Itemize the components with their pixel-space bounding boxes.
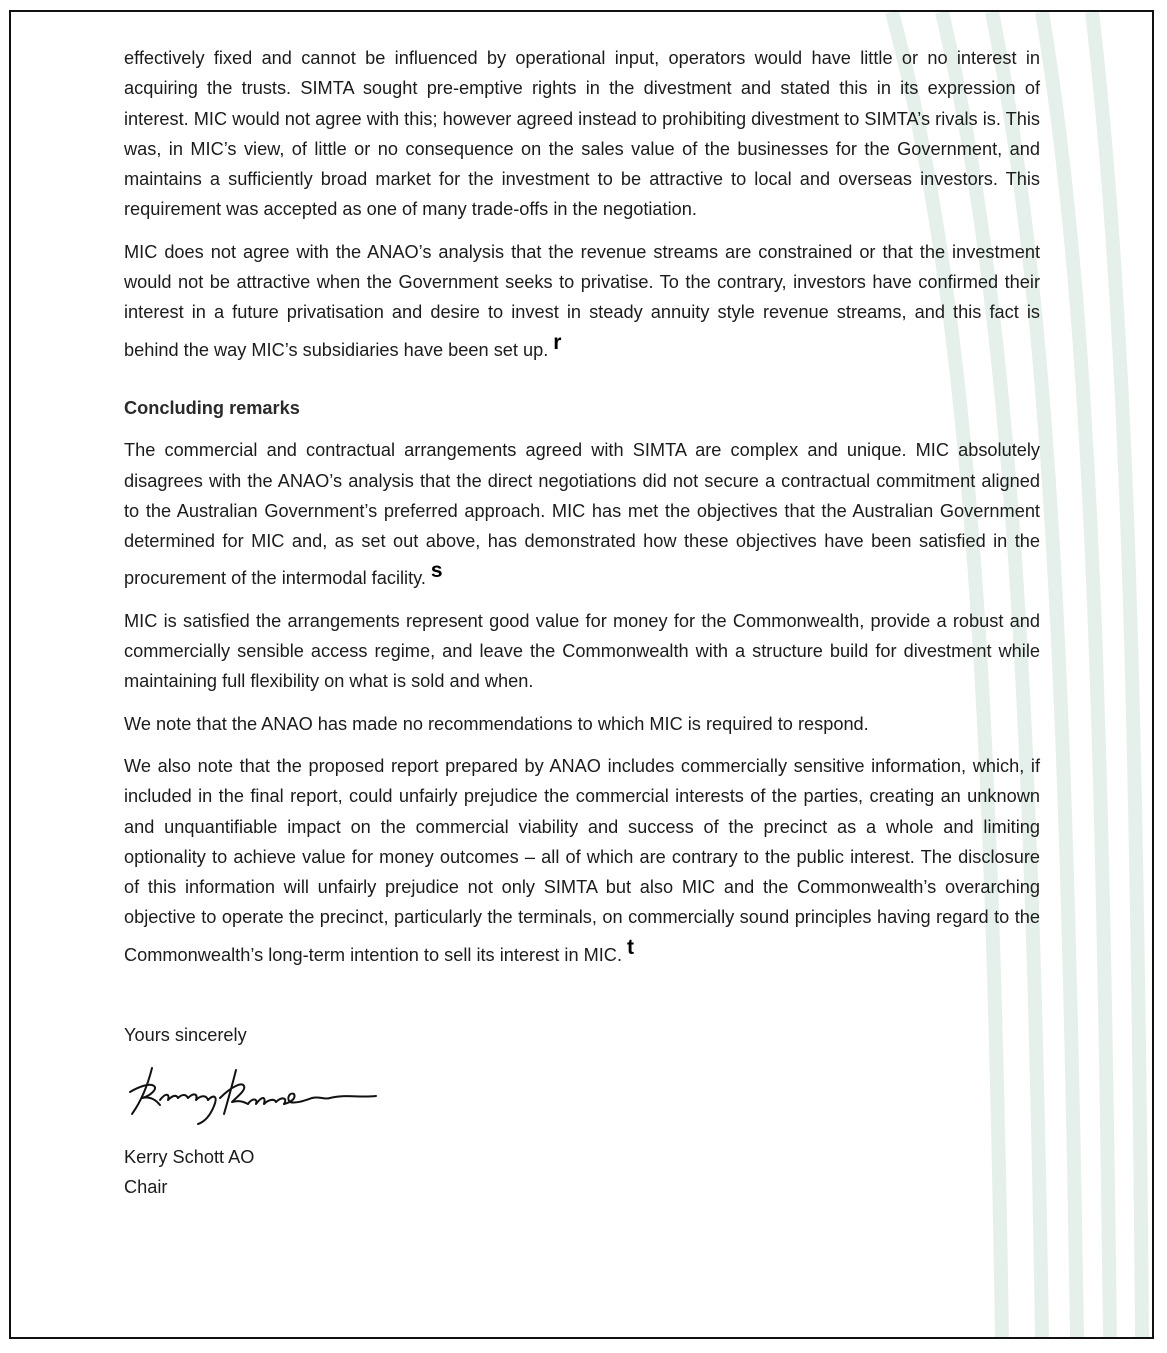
paragraph-no-recommendations: We note that the ANAO has made no recommendations to which MIC is required to respond.	[124, 713, 869, 734]
paragraph-commercial-arrangements: The commercial and contractual arrangements agreed with SIMTA are complex and unique. MIC absolutely disagrees with the ANAO’s analysis that the direct negotiations did not secure a contractual commitment aligned to the Australian Government’s preferred approach. MIC has met the objectives that the Australian Government determined for MIC and, as set out above, has demonstrated how these objectives have been satisfied in the procurement of the intermodal facility. s	[124, 440, 1040, 589]
paragraph-divestment: effectively fixed and cannot be influenced by operational input, operators would have little or no interest in acquiring the trusts. SIMTA sought pre-emptive rights in the divestment and stated this in its expression of interest. MIC would not agree with this; however agreed instead to prohibiting divestment to SIMTA’s rivals is. This was, in MIC’s view, of little or no consequence on the sales value of the businesses for the Government, and maintains a sufficiently broad market for the investment to be attractive to local and overseas investors. This requirement was accepted as one of many trade-offs in the negotiation.	[124, 48, 1040, 220]
handwritten-signature	[124, 1056, 394, 1126]
footnote-marker-s: s	[430, 559, 443, 583]
document-page	[9, 10, 1154, 1339]
letter-closing	[124, 1020, 1040, 1202]
footnote-marker-t: t	[627, 935, 634, 959]
footnote-marker-r: r	[553, 330, 562, 354]
paragraph-revenue-streams: MIC does not agree with the ANAO’s analysis that the revenue streams are constrained or that the investment would not be attractive when the Government seeks to privatise. To the contrary, investors have confirmed their interest in a future privatisation and desire to invest in steady annuity style revenue streams, and this fact is behind the way MIC’s subsidiaries have been set up. r	[124, 241, 1040, 360]
letter-body	[124, 43, 1040, 1202]
signatory-title: Chair	[124, 1177, 168, 1198]
paragraph-value-for-money: MIC is satisfied the arrangements represent good value for money for the Commonwealth, provide a robust and commercially sensible access regime, and leave the Commonwealth with a structure build for divestment while maintaining full flexibility on what is sold and when.	[124, 610, 1040, 692]
section-heading-concluding-remarks: Concluding remarks	[124, 397, 300, 418]
signatory-name: Kerry Schott AO	[124, 1147, 255, 1168]
paragraph-sensitive-information: We also note that the proposed report prepared by ANAO includes commercially sensitive information, which, if included in the final report, could unfairly prejudice the commercial interests of the parties, creating an unknown and unquantifiable impact on the commercial viability and success of the precinct as a whole and limiting optionality to achieve value for money outcomes – all of which are contrary to the public interest. The disclosure of this information will unfairly prejudice not only SIMTA but also MIC and the Commonwealth’s overarching objective to operate the precinct, particularly the terminals, on commercially sound principles having regard to the Commonwealth’s long-term intention to sell its interest in MIC. t	[124, 755, 1040, 965]
salutation: Yours sincerely	[124, 1025, 247, 1046]
